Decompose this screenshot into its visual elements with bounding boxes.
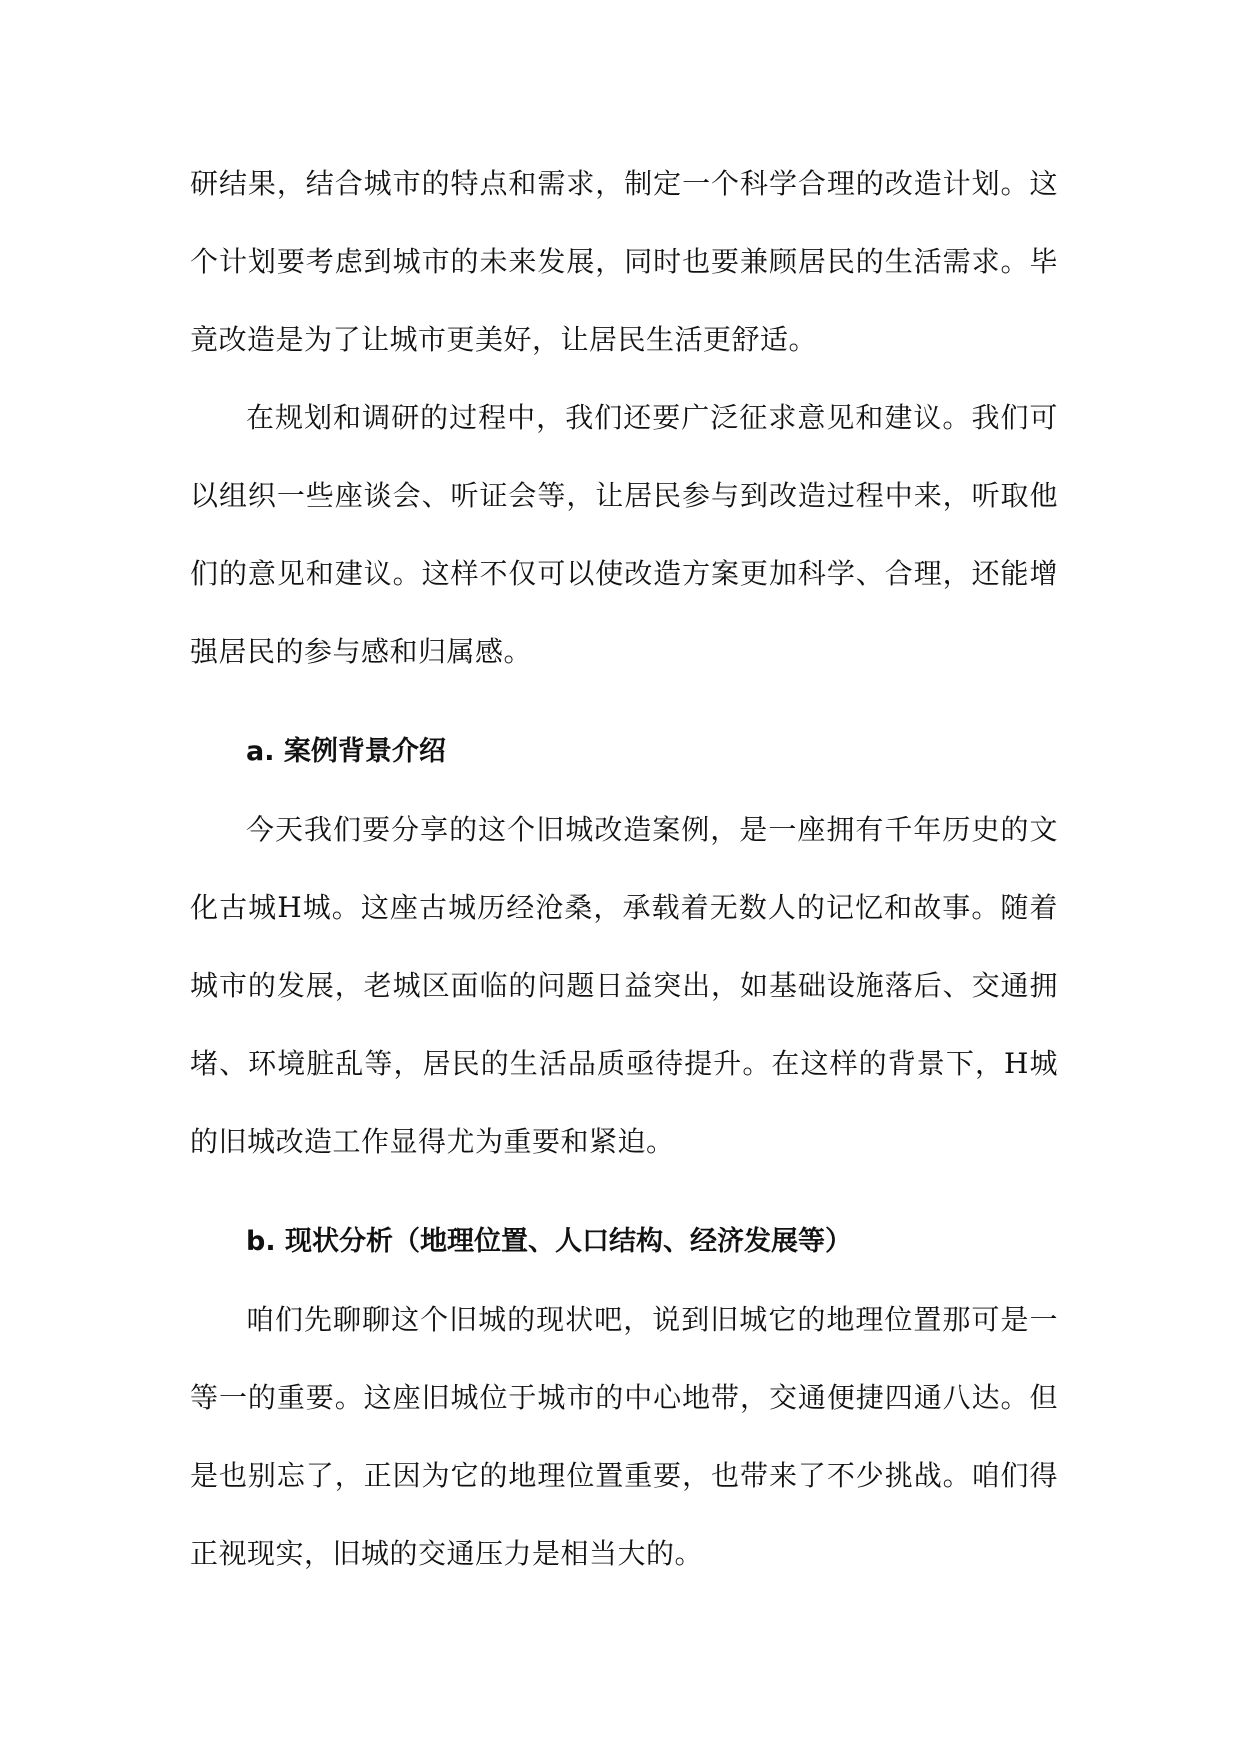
section-gap — [190, 691, 1058, 713]
paragraph-status-analysis: 咱们先聊聊这个旧城的现状吧，说到旧城它的地理位置那可是一等一的重要。这座旧城位于城市的中心地带，交通便捷四通八达。但是也别忘了，正因为它的地理位置重要，也带来了不少挑战。咱们得正视现实，旧城的交通压力是相当大的。 — [190, 1303, 1058, 1570]
paragraph-consultation: 在规划和调研的过程中，我们还要广泛征求意见和建议。我们可以组织一些座谈会、听证会等，让居民参与到改造过程中来，听取他们的意见和建议。这样不仅可以使改造方案更加科学、合理，还能增强居民的参与感和归属感。 — [190, 401, 1058, 668]
document-body — [190, 145, 1058, 1593]
section-gap — [190, 1181, 1058, 1203]
heading-case-background: a. 案例背景介绍 — [246, 736, 446, 767]
heading-status-analysis: b. 现状分析（地理位置、人口结构、经济发展等） — [246, 1226, 852, 1257]
paragraph-case-background: 今天我们要分享的这个旧城改造案例，是一座拥有千年历史的文化古城H城。这座古城历经沧桑，承载着无数人的记忆和故事。随着城市的发展，老城区面临的问题日益突出，如基础设施落后、交通拥堵、环境脏乱等，居民的生活品质亟待提升。在这样的背景下，H城的旧城改造工作显得尤为重要和紧迫。 — [190, 813, 1058, 1158]
paragraph-plan: 研结果，结合城市的特点和需求，制定一个科学合理的改造计划。这个计划要考虑到城市的未来发展，同时也要兼顾居民的生活需求。毕竟改造是为了让城市更美好，让居民生活更舒适。 — [190, 167, 1058, 356]
